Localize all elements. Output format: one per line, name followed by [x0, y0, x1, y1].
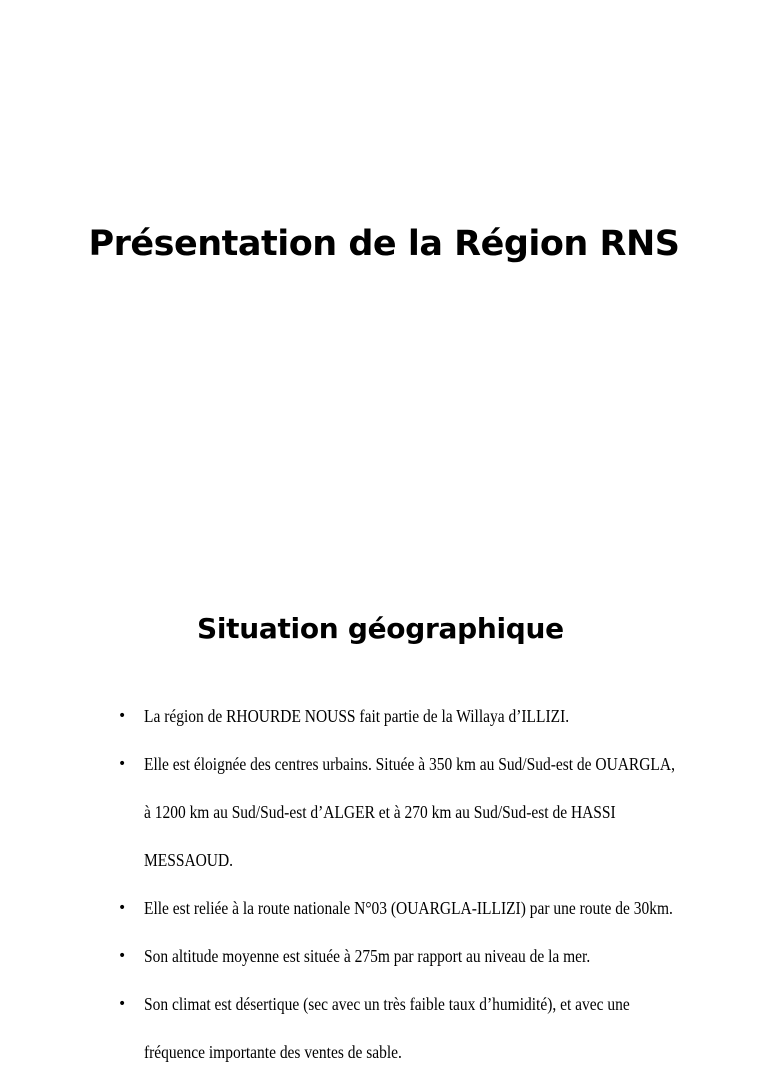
list-item	[116, 932, 716, 980]
bullet-icon: •	[118, 996, 127, 1012]
list-item-text: Elle est reliée à la route nationale N°03 (OUARGLA-ILLIZI) par une route de 30km.	[144, 898, 673, 918]
list-item-text: La région de RHOURDE NOUSS fait partie de la Willaya d’ILLIZI.	[144, 706, 570, 726]
list-item	[116, 980, 716, 1076]
section-title: Situation géographique	[197, 612, 564, 645]
bullet-icon: •	[118, 900, 127, 916]
list-item-text: Elle est éloignée des centres urbains. Située à 350 km au Sud/Sud-est de OUARGLA, à 1200 km au Sud/Sud-est d’ALGER et à 270 km au Sud/Sud-est de HASSI MESSAOUD.	[144, 754, 675, 870]
bullet-list	[116, 692, 716, 1076]
list-item	[116, 740, 716, 884]
page-title: Présentation de la Région RNS	[88, 224, 680, 264]
bullet-icon: •	[118, 708, 127, 724]
list-item	[116, 692, 716, 740]
list-item-text: Son climat est désertique (sec avec un très faible taux d’humidité), et avec une fréquence importante des ventes de sable.	[144, 994, 630, 1062]
list-item	[116, 884, 716, 932]
list-item-text: Son altitude moyenne est située à 275m par rapport au niveau de la mer.	[144, 946, 591, 966]
bullet-icon: •	[118, 756, 127, 772]
bullet-icon: •	[118, 948, 127, 964]
